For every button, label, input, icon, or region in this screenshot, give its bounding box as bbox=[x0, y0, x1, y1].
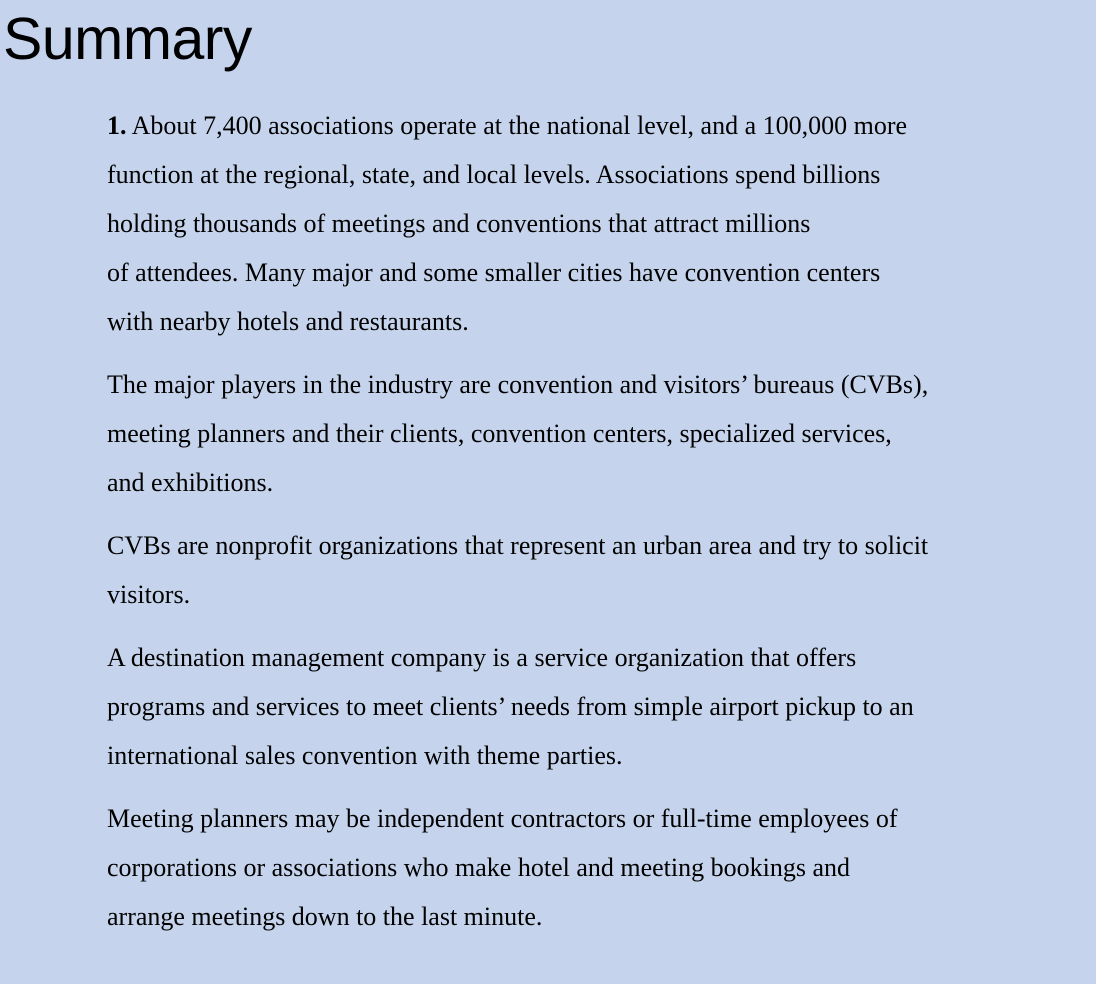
paragraph-line bbox=[107, 101, 1067, 150]
summary-content bbox=[107, 101, 1067, 955]
paragraph-associations bbox=[107, 101, 1067, 346]
paragraph-major-players bbox=[107, 360, 1067, 507]
paragraph-line: of attendees. Many major and some smaller cities have convention centers bbox=[107, 258, 881, 287]
line-text: About 7,400 associations operate at the national level, and a 100,000 more bbox=[131, 111, 908, 140]
paragraph-line: The major players in the industry are convention and visitors’ bureaus (CVBs), bbox=[107, 370, 929, 399]
paragraph-line: international sales convention with theme parties. bbox=[107, 741, 623, 770]
paragraph-line: with nearby hotels and restaurants. bbox=[107, 307, 469, 336]
paragraph-line: Meeting planners may be independent contractors or full-time employees of bbox=[107, 804, 898, 833]
page-title: Summary bbox=[3, 6, 252, 72]
item-number: 1. bbox=[107, 111, 127, 140]
paragraph-line: arrange meetings down to the last minute. bbox=[107, 902, 543, 931]
paragraph-line: and exhibitions. bbox=[107, 468, 274, 497]
paragraph-line: meeting planners and their clients, convention centers, specialized services, bbox=[107, 419, 892, 448]
paragraph-line: holding thousands of meetings and conventions that attract millions bbox=[107, 209, 811, 238]
paragraph-line: CVBs are nonprofit organizations that represent an urban area and try to solicit bbox=[107, 531, 929, 560]
paragraph-line: function at the regional, state, and local levels. Associations spend billions bbox=[107, 160, 881, 189]
paragraph-meeting-planners bbox=[107, 794, 1067, 941]
paragraph-line: A destination management company is a service organization that offers bbox=[107, 643, 857, 672]
paragraph-line: corporations or associations who make hotel and meeting bookings and bbox=[107, 853, 851, 882]
paragraph-line: programs and services to meet clients’ needs from simple airport pickup to an bbox=[107, 692, 914, 721]
paragraph-line: visitors. bbox=[107, 580, 191, 609]
paragraph-destination-management bbox=[107, 633, 1067, 780]
paragraph-cvbs bbox=[107, 521, 1067, 619]
